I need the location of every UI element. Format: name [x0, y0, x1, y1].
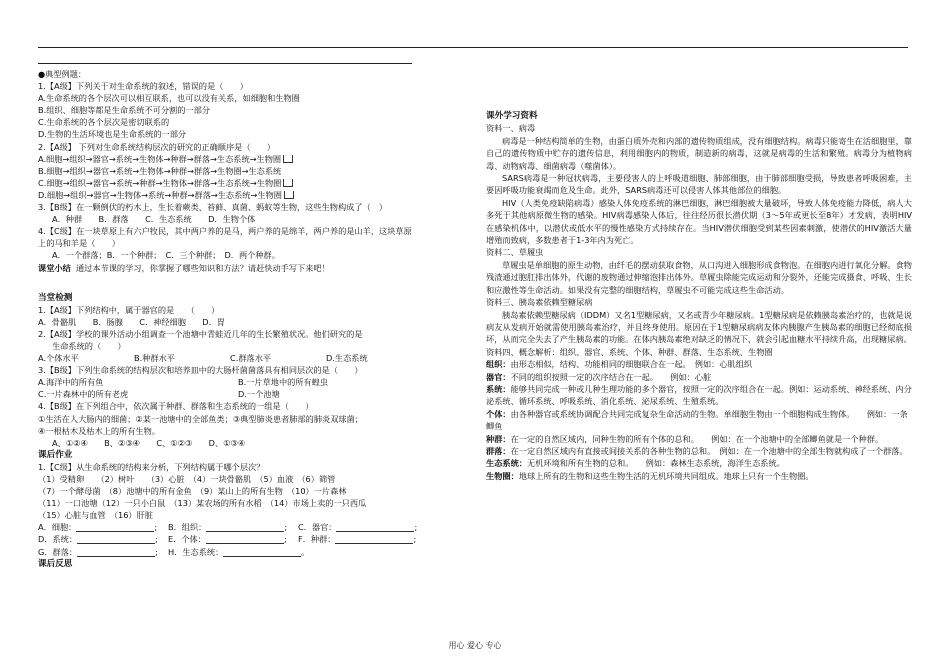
example-1-option-c: C.生命系统的各个层次是密切联系的	[38, 117, 170, 128]
definition-item	[486, 408, 912, 433]
material-4-title: 资料四、概念解析：组织、器官、系统、个体、种群、群落、生态系统、生物圈	[486, 346, 773, 357]
definition-item	[486, 470, 912, 482]
check-2-question-line-2: 生命系统的（ ）	[52, 340, 126, 351]
material-1-title: 资料一、病毒	[486, 123, 536, 134]
example-3-options: A．种群 B．群落 C．生态系统 D．生物个体	[52, 214, 256, 225]
homework-answer-row-1: A．细胞： ; B．组织： ; C．器官： ;	[38, 522, 418, 533]
answer-label-organ: C．器官：	[298, 522, 337, 533]
definition-item	[486, 433, 912, 445]
homework-items-line-4: （15）心脏与血管 （16）肝脏	[38, 510, 153, 521]
answer-label-community: G．群落：	[38, 546, 78, 557]
example-2-option-c	[38, 177, 443, 189]
definition-text: 无机环境和所有生物的总和。 例如：森林生态系统，海洋生态系统。	[526, 458, 785, 469]
ex2-c-text: C.细胞→组织→器官→系统→种群→生物体→群落→生态系统→生物圈	[38, 177, 282, 188]
check-2-option-c: C.群落水平	[230, 353, 272, 364]
definition-term: 生物圈：	[486, 470, 519, 481]
answer-blank[interactable]	[77, 547, 155, 557]
homework-answer-row-2: D．系统： ; E．个体： ; F．种群： ;	[38, 534, 417, 545]
example-2-option-a	[38, 153, 443, 165]
answer-blank[interactable]	[206, 522, 284, 532]
right-column	[486, 110, 912, 482]
answer-label-individual: E．个体：	[168, 534, 206, 545]
check-1-question: 1.【A级】下列结构中，属于器官的是 （ ）	[38, 304, 220, 315]
extracurricular-title: 课外学习资料	[486, 111, 538, 121]
example-2-option-d	[38, 189, 443, 201]
material-3-title: 资料三、胰岛素依赖型糖尿病	[486, 297, 593, 308]
check-3-options-cd	[38, 388, 443, 400]
ex2-d-text: D.细胞→组织→器官→生物体→系统→种群→群落→生态系统→生物圈	[38, 189, 282, 200]
definition-item	[486, 371, 912, 383]
check-2-option-d: D.生态系统	[326, 353, 368, 364]
material-2-paragraph: 草履虫是单细胞的原生动物，由纤毛的摆动获取食物，从口沟进入细胞形成食物泡。在细胞内进行氧化分解。食物残渣通过胞肛排出体外，代谢的废物通过伸缩泡排出体外。草履虫除能完成运动和分裂外，还能完成摄食、呼吸、生长和应激性等生命活动。如果没有完整的细胞结构，草履虫不可能完成这些生命活动。	[486, 259, 912, 295]
class-summary-label: 课堂小结	[38, 262, 71, 273]
definition-text: 由形态相似，结构、功能相同的细胞联合在一起。 例如：心肌组织	[510, 359, 753, 370]
class-summary	[38, 262, 443, 274]
check-3-options-ab	[38, 376, 443, 388]
check-3-option-d: D.一个池塘	[238, 389, 280, 400]
definition-item	[486, 358, 912, 370]
check-4-items-line-1: ①生活在人大肠内的细菌；②某一池塘中的全部鱼类；③典型肺炎患者肺部的肺炎双球菌；	[38, 413, 363, 424]
example-1-question: 1.【A级】下列关于对生命系统的叙述，错误的是（ ）	[38, 81, 248, 92]
homework-items-line-3: （11）一口池塘（12）一只小白鼠 （13）某农场的所有水稻 （14）市场上卖的一只西瓜	[38, 498, 367, 509]
example-2-option-b: B.细胞→组织→器官→系统→生物体→种群→群落→生物圈→生态系统	[38, 165, 282, 176]
example-3-question: 3.【B级】在一颗倒伏的朽木上，生长着蕨类、苔藓、真菌、蚂蚁等生物，这些生物构成了（ ）	[38, 202, 388, 213]
material-2-title: 资料二、草履虫	[486, 247, 544, 258]
definition-item	[486, 383, 912, 408]
definition-term: 生态系统：	[486, 458, 527, 469]
left-short-rule	[38, 63, 412, 64]
in-class-check-title: 当堂检测	[38, 292, 73, 303]
check-3-option-b: B.一片草地中的所有蝗虫	[238, 377, 329, 388]
definition-item	[486, 445, 912, 457]
definition-text: 在一定的自然区域内，同种生物的所有个体的总和。 例如：在一个池塘中的全部鲫鱼就是一个种群。	[510, 433, 884, 444]
check-2-option-b: B.种群水平	[134, 353, 175, 364]
check-3-option-c: C.一片森林中的所有老虎	[38, 389, 129, 400]
answer-label-cell: A．细胞：	[38, 522, 77, 533]
definition-text: 能够共同完成一种或几种生理功能的多个器官，按照一定的次序组合在一起。例如：运动系统、神经系统、内分泌系统、循环系统、呼吸系统、消化系统、泌尿系统、生殖系统。	[486, 383, 912, 407]
example-1-option-a: A.生命系统的各个层次可以相互联系，也可以没有关系，如细胞和生物圈	[38, 93, 300, 104]
definition-text: 不同的组织按照一定的次序结合在一起。 例如：心脏	[510, 371, 712, 382]
homework-items-line-1: （1）受精卵 （2）树叶 （3）心脏 （4）一块骨骼肌 （5）血液 （6）筛管	[38, 474, 336, 484]
bracket-mark-icon	[284, 191, 294, 199]
bracket-mark-icon	[283, 155, 293, 163]
answer-label-population: F．种群：	[298, 534, 336, 545]
definition-term: 器官：	[486, 371, 511, 382]
answer-blank[interactable]	[335, 534, 413, 544]
answer-blank[interactable]	[76, 522, 154, 532]
material-1-paragraph-2: SARS病毒是一种冠状病毒，主要侵害人的上呼吸道细胞、肺部细胞，由于肺部细胞受损，导致患者呼吸困难，主要因呼吸功能衰竭而危及生命。此外，SARS病毒还可以侵害人体其他部位的细胞。	[486, 173, 912, 196]
ex2-a-text: A.细胞→组织→器官→系统→生物体→种群→群落→生态系统→生物圈	[38, 153, 282, 164]
material-3-paragraph: 胰岛素依赖型糖尿病（IDDM）又名1型糖尿病，又名或青少年糖尿病。1型糖尿病是依赖胰岛素治疗的，也就是说病友从发病开始就需使用胰岛素治疗，并且终身使用。原因在于1型糖尿病病友体内胰腺产生胰岛素的细胞已经彻底损坏，从而完全失去了产生胰岛素的功能。在体内胰岛素绝对缺乏的情况下，就会引起血糖水平持续升高，出现糖尿病。	[486, 309, 912, 345]
definition-text: 由各种器官或系统协调配合共同完成复杂生命活动的生物。单细胞生物由一个细胞构成生物体。 例如：一条鲫鱼	[486, 408, 908, 432]
left-column	[38, 68, 443, 570]
answer-blank[interactable]	[336, 522, 414, 532]
homework-question: 1.【C级】从生命系统的结构来分析，下列结构属于哪个层次？	[38, 461, 265, 472]
definition-term: 组织：	[486, 359, 511, 370]
check-2-question-line-1: 2.【A级】学校的课外活动小组调查一个池塘中青蛙近几年的生长繁殖状况。他们研究的是	[38, 328, 363, 339]
check-3-question: 3.【B级】下列生命系统的结构层次和培养皿中的大肠杆菌菌落具有相同层次的是（ ）	[38, 365, 363, 376]
check-4-items-line-2: ④一根枯木及枯木上的所有生物。	[38, 425, 160, 436]
check-2-options	[38, 352, 443, 364]
example-4-question-line-2: 上的马和羊是（ ）	[38, 238, 120, 249]
definition-term: 群落：	[486, 445, 511, 456]
answer-blank[interactable]	[77, 534, 155, 544]
definition-text: 地球上所有的生物和这些生物生活的无机环境共同组成。地球上只有一个生物圈。	[518, 470, 814, 481]
check-1-options: A．骨骼肌 B．肠腺 C．神经细胞 D．胃	[38, 316, 225, 327]
page-footer: 用心 爱心 专心	[448, 641, 502, 650]
answer-label-system: D．系统：	[38, 534, 78, 545]
homework-answer-row-3: G．群落： ; H．生态系统： 。	[38, 546, 310, 557]
definition-list	[486, 358, 912, 482]
answer-blank[interactable]	[223, 547, 301, 557]
answer-blank[interactable]	[206, 534, 284, 544]
typical-examples-title: ●典型例题：	[38, 69, 87, 79]
definition-term: 系统：	[486, 383, 511, 394]
check-4-options: A、①②④ B、②③④ C、①②③ D、①③④	[52, 437, 246, 448]
definition-term: 个体：	[486, 408, 511, 419]
check-4-question: 4.【B级】在下列组合中，依次属于种群、群落和生态系统的一组是（ ）	[38, 401, 314, 412]
example-1-option-d: D.生物的生活环境也是生命系统的一部分	[38, 129, 187, 140]
homework-title: 课后作业	[38, 449, 73, 460]
definition-item	[486, 457, 912, 469]
bracket-mark-icon	[283, 179, 293, 187]
definition-text: 在一定自然区域内有直接或间接关系的各种生物的总和。 例如：在一个池塘中的全部生物就构成了一个群落。	[510, 445, 908, 456]
class-summary-text: 通过本节课的学习，你掌握了哪些知识和方法？请赶快动手写下来吧！	[75, 262, 330, 273]
example-2-question: 2.【A级】 下列对生命系统结构层次的研究的正确顺序是（ ）	[38, 141, 276, 152]
check-2-option-a: A.个体水平	[38, 353, 79, 364]
reflection-title: 课后反思	[38, 558, 73, 569]
top-rule	[38, 47, 908, 48]
answer-label-tissue: B．组织：	[168, 522, 207, 533]
homework-items-line-2: （7）一个酵母菌 （8）池塘中的所有金鱼 （9）某山上的所有生物 （10）一片森林	[38, 486, 347, 497]
definition-term: 种群：	[486, 433, 511, 444]
material-1-paragraph-1: 病毒是一种结构简单的生物，由蛋白质外壳和内部的遗传物质组成，没有细胞结构。病毒只能寄生在活细胞里，靠自己的遗传物质中贮存的遗传信息，利用细胞内的物质，制造新的病毒，这就是病毒的生活和繁殖。病毒分为植物病毒、动物病毒、细菌病毒（噬菌体）。	[486, 135, 912, 171]
example-4-options: A．一个群落；B．一个种群； C．三个种群； D．两个种群。	[52, 250, 280, 261]
material-1-paragraph-3: HIV（人类免疫缺陷病毒）感染人体免疫系统的淋巴细胞，淋巴细胞被大量破坏，导致人体免疫能力降低，病人大多死于其他病原微生物的感染。HIV病毒感染人体后，往往经历很长潜伏期（3～5年或更长至8年）才发病，表明HIV在感染机体中，以潜伏或低水平的慢性感染方式持续存在。当HIV潜伏细胞受到某些因素刺激，使潜伏的HIV激活大量增殖而致病，多数患者于1-3年内为死亡。	[486, 197, 912, 246]
example-4-question-line-1: 4.【C级】在一块草原上有六户牧民，其中两户养的是马，两户养的是绵羊，两户养的是山羊，这块草原	[38, 226, 412, 237]
example-1-option-b: B.组织、细胞等都是生命系统不可分割的一部分	[38, 105, 210, 116]
check-3-option-a: A.海洋中的所有鱼	[38, 377, 104, 388]
answer-label-ecosystem: H．生态系统：	[168, 546, 224, 557]
